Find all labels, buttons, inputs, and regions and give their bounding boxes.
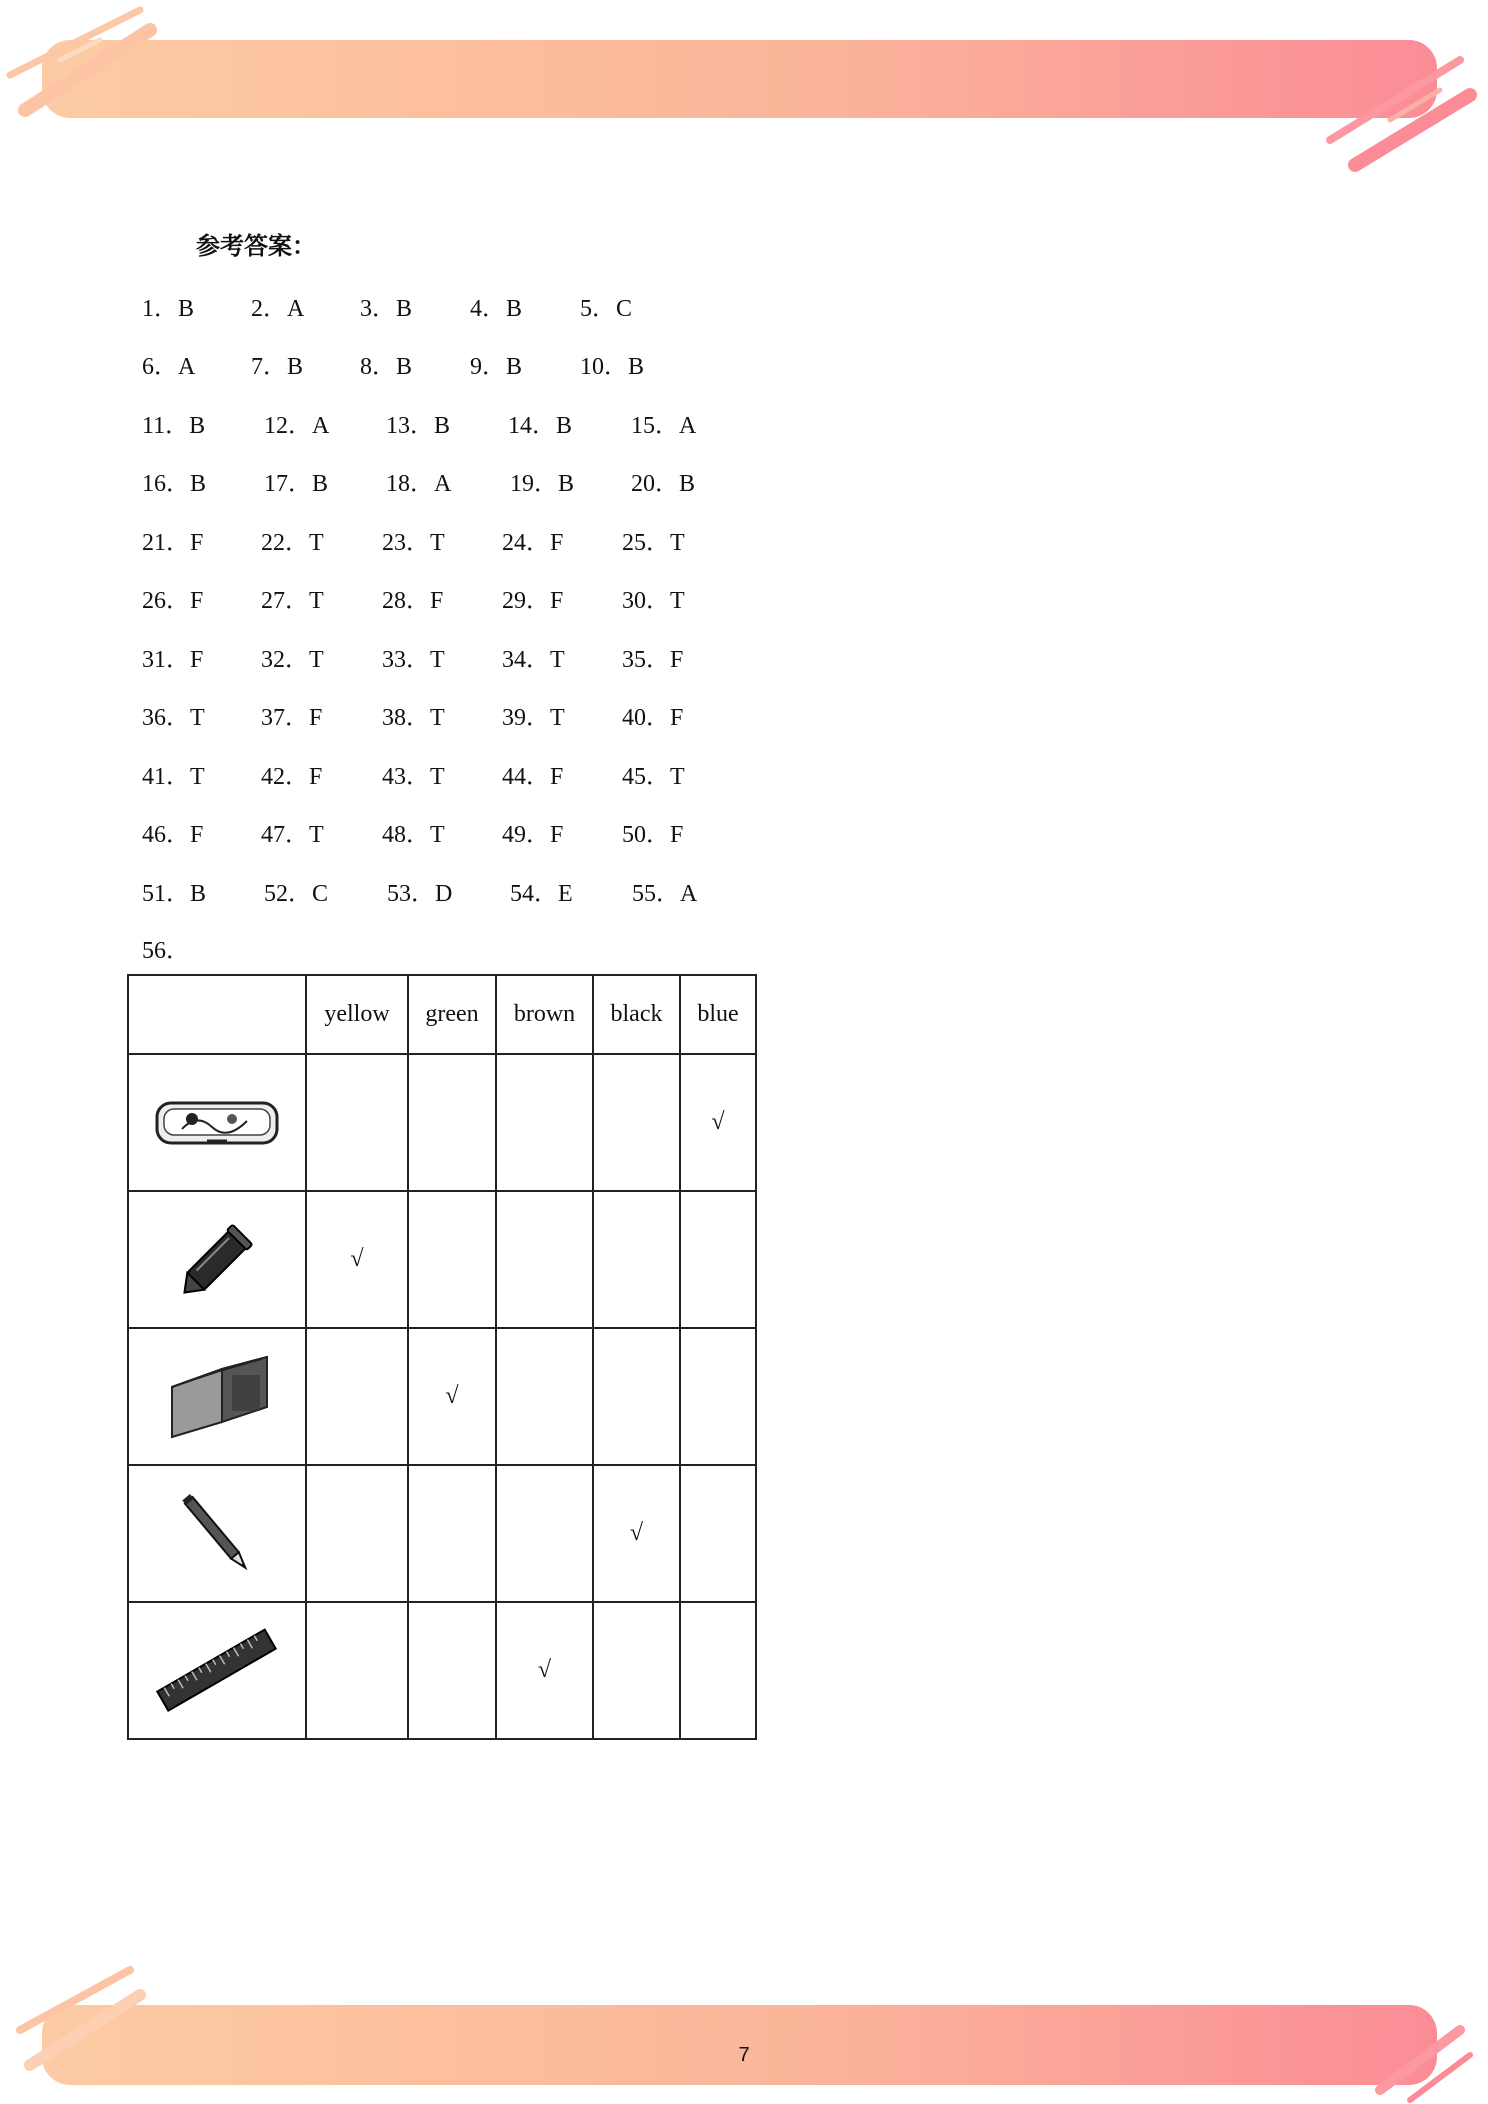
table-row [128, 1465, 756, 1602]
page-number: 7 [738, 2044, 750, 2066]
check-mark: √ [350, 1246, 364, 1272]
pencil-case-icon [152, 1093, 282, 1153]
check-cell [408, 1328, 496, 1465]
item-image-cell [128, 1054, 306, 1191]
answer-item: 35．F [622, 647, 684, 673]
answer-item: 40．F [622, 705, 684, 731]
check-mark: √ [711, 1109, 725, 1135]
check-cell [408, 1054, 496, 1191]
answer-item: 27．T [261, 588, 324, 614]
answer-item: 29．F [502, 588, 564, 614]
check-cell [680, 1465, 756, 1602]
column-header: yellow [306, 975, 408, 1054]
answer-item: 19．B [510, 471, 575, 497]
column-header: black [593, 975, 680, 1054]
answer-item: 24．F [502, 530, 564, 556]
column-header: blue [680, 975, 756, 1054]
check-mark: √ [537, 1657, 552, 1683]
answer-item: 39．T [502, 705, 565, 731]
answer-item: 10．B [580, 354, 645, 380]
answer-item: 17．B [264, 471, 329, 497]
answer-item: 25．T [622, 530, 685, 556]
item-image-cell [128, 1191, 306, 1328]
color-matching-table [127, 974, 757, 1740]
check-cell [408, 1191, 496, 1328]
table-header-row [128, 975, 756, 1054]
check-cell [306, 1465, 408, 1602]
answer-item: 46．F [142, 822, 204, 848]
item-image-cell [128, 1465, 306, 1602]
table-row [128, 1328, 756, 1465]
column-header: green [408, 975, 496, 1054]
answer-item: 13．B [386, 413, 451, 439]
check-cell [408, 1602, 496, 1739]
answer-item: 48．T [382, 822, 445, 848]
answer-key-title: 参考答案： [196, 232, 316, 260]
answer-item: 54．E [510, 881, 573, 907]
answer-item: 12．A [264, 413, 330, 439]
answer-item: 18．A [386, 471, 452, 497]
check-cell [496, 1191, 593, 1328]
answer-item: 43．T [382, 764, 445, 790]
answer-item: 8．B [360, 354, 413, 380]
answer-item: 26．F [142, 588, 204, 614]
question-56-label: 56． [142, 938, 190, 964]
check-cell [496, 1602, 593, 1739]
answer-item: 53．D [387, 881, 453, 907]
check-cell [496, 1328, 593, 1465]
check-mark: √ [445, 1383, 459, 1409]
answer-item: 37．F [261, 705, 323, 731]
answer-item: 2．A [251, 296, 305, 322]
check-cell [593, 1465, 680, 1602]
answer-item: 16．B [142, 471, 207, 497]
answer-item: 51．B [142, 881, 207, 907]
eraser-icon [152, 1347, 282, 1447]
answer-item: 28．F [382, 588, 444, 614]
answer-item: 38．T [382, 705, 445, 731]
check-cell [306, 1328, 408, 1465]
answer-item: 1．B [142, 296, 195, 322]
answer-item: 5．C [580, 296, 633, 322]
answer-item: 55．A [632, 881, 698, 907]
answers-list [0, 0, 1488, 1000]
check-cell [496, 1465, 593, 1602]
table-row [128, 1191, 756, 1328]
answer-item: 22．T [261, 530, 324, 556]
check-mark: √ [629, 1520, 644, 1546]
check-cell [593, 1602, 680, 1739]
answer-item: 3．B [360, 296, 413, 322]
answer-item: 44．F [502, 764, 564, 790]
check-cell [306, 1054, 408, 1191]
answer-item: 52．C [264, 881, 329, 907]
answer-item: 45．T [622, 764, 685, 790]
answer-item: 14．B [508, 413, 573, 439]
answer-item: 32．T [261, 647, 324, 673]
answer-item: 23．T [382, 530, 445, 556]
column-header: brown [496, 975, 593, 1054]
ruler-icon [147, 1621, 287, 1721]
answer-item: 41．T [142, 764, 205, 790]
check-cell [496, 1054, 593, 1191]
check-cell [680, 1602, 756, 1739]
check-cell [680, 1328, 756, 1465]
answer-item: 9．B [470, 354, 523, 380]
answer-item: 20．B [631, 471, 696, 497]
answer-item: 49．F [502, 822, 564, 848]
check-cell [593, 1328, 680, 1465]
item-image-cell [128, 1328, 306, 1465]
answer-item: 31．F [142, 647, 204, 673]
answer-item: 15．A [631, 413, 697, 439]
answer-item: 21．F [142, 530, 204, 556]
answer-item: 33．T [382, 647, 445, 673]
check-cell [680, 1191, 756, 1328]
item-image-cell [128, 1602, 306, 1739]
header-blank-cell [128, 975, 306, 1054]
answer-item: 47．T [261, 822, 324, 848]
answer-item: 42．F [261, 764, 323, 790]
check-cell [306, 1602, 408, 1739]
crayon-icon [167, 1215, 267, 1305]
answer-item: 4．B [470, 296, 523, 322]
check-cell [306, 1191, 408, 1328]
answer-item: 36．T [142, 705, 205, 731]
check-cell [408, 1465, 496, 1602]
answer-item: 30．T [622, 588, 685, 614]
check-cell [593, 1191, 680, 1328]
answer-item: 34．T [502, 647, 565, 673]
pencil-icon [167, 1484, 267, 1584]
check-cell [680, 1054, 756, 1191]
answer-item: 50．F [622, 822, 684, 848]
check-cell [593, 1054, 680, 1191]
answer-item: 6．A [142, 354, 196, 380]
answer-item: 11．B [142, 413, 206, 439]
table-row [128, 1054, 756, 1191]
answer-item: 7．B [251, 354, 304, 380]
table-row [128, 1602, 756, 1739]
